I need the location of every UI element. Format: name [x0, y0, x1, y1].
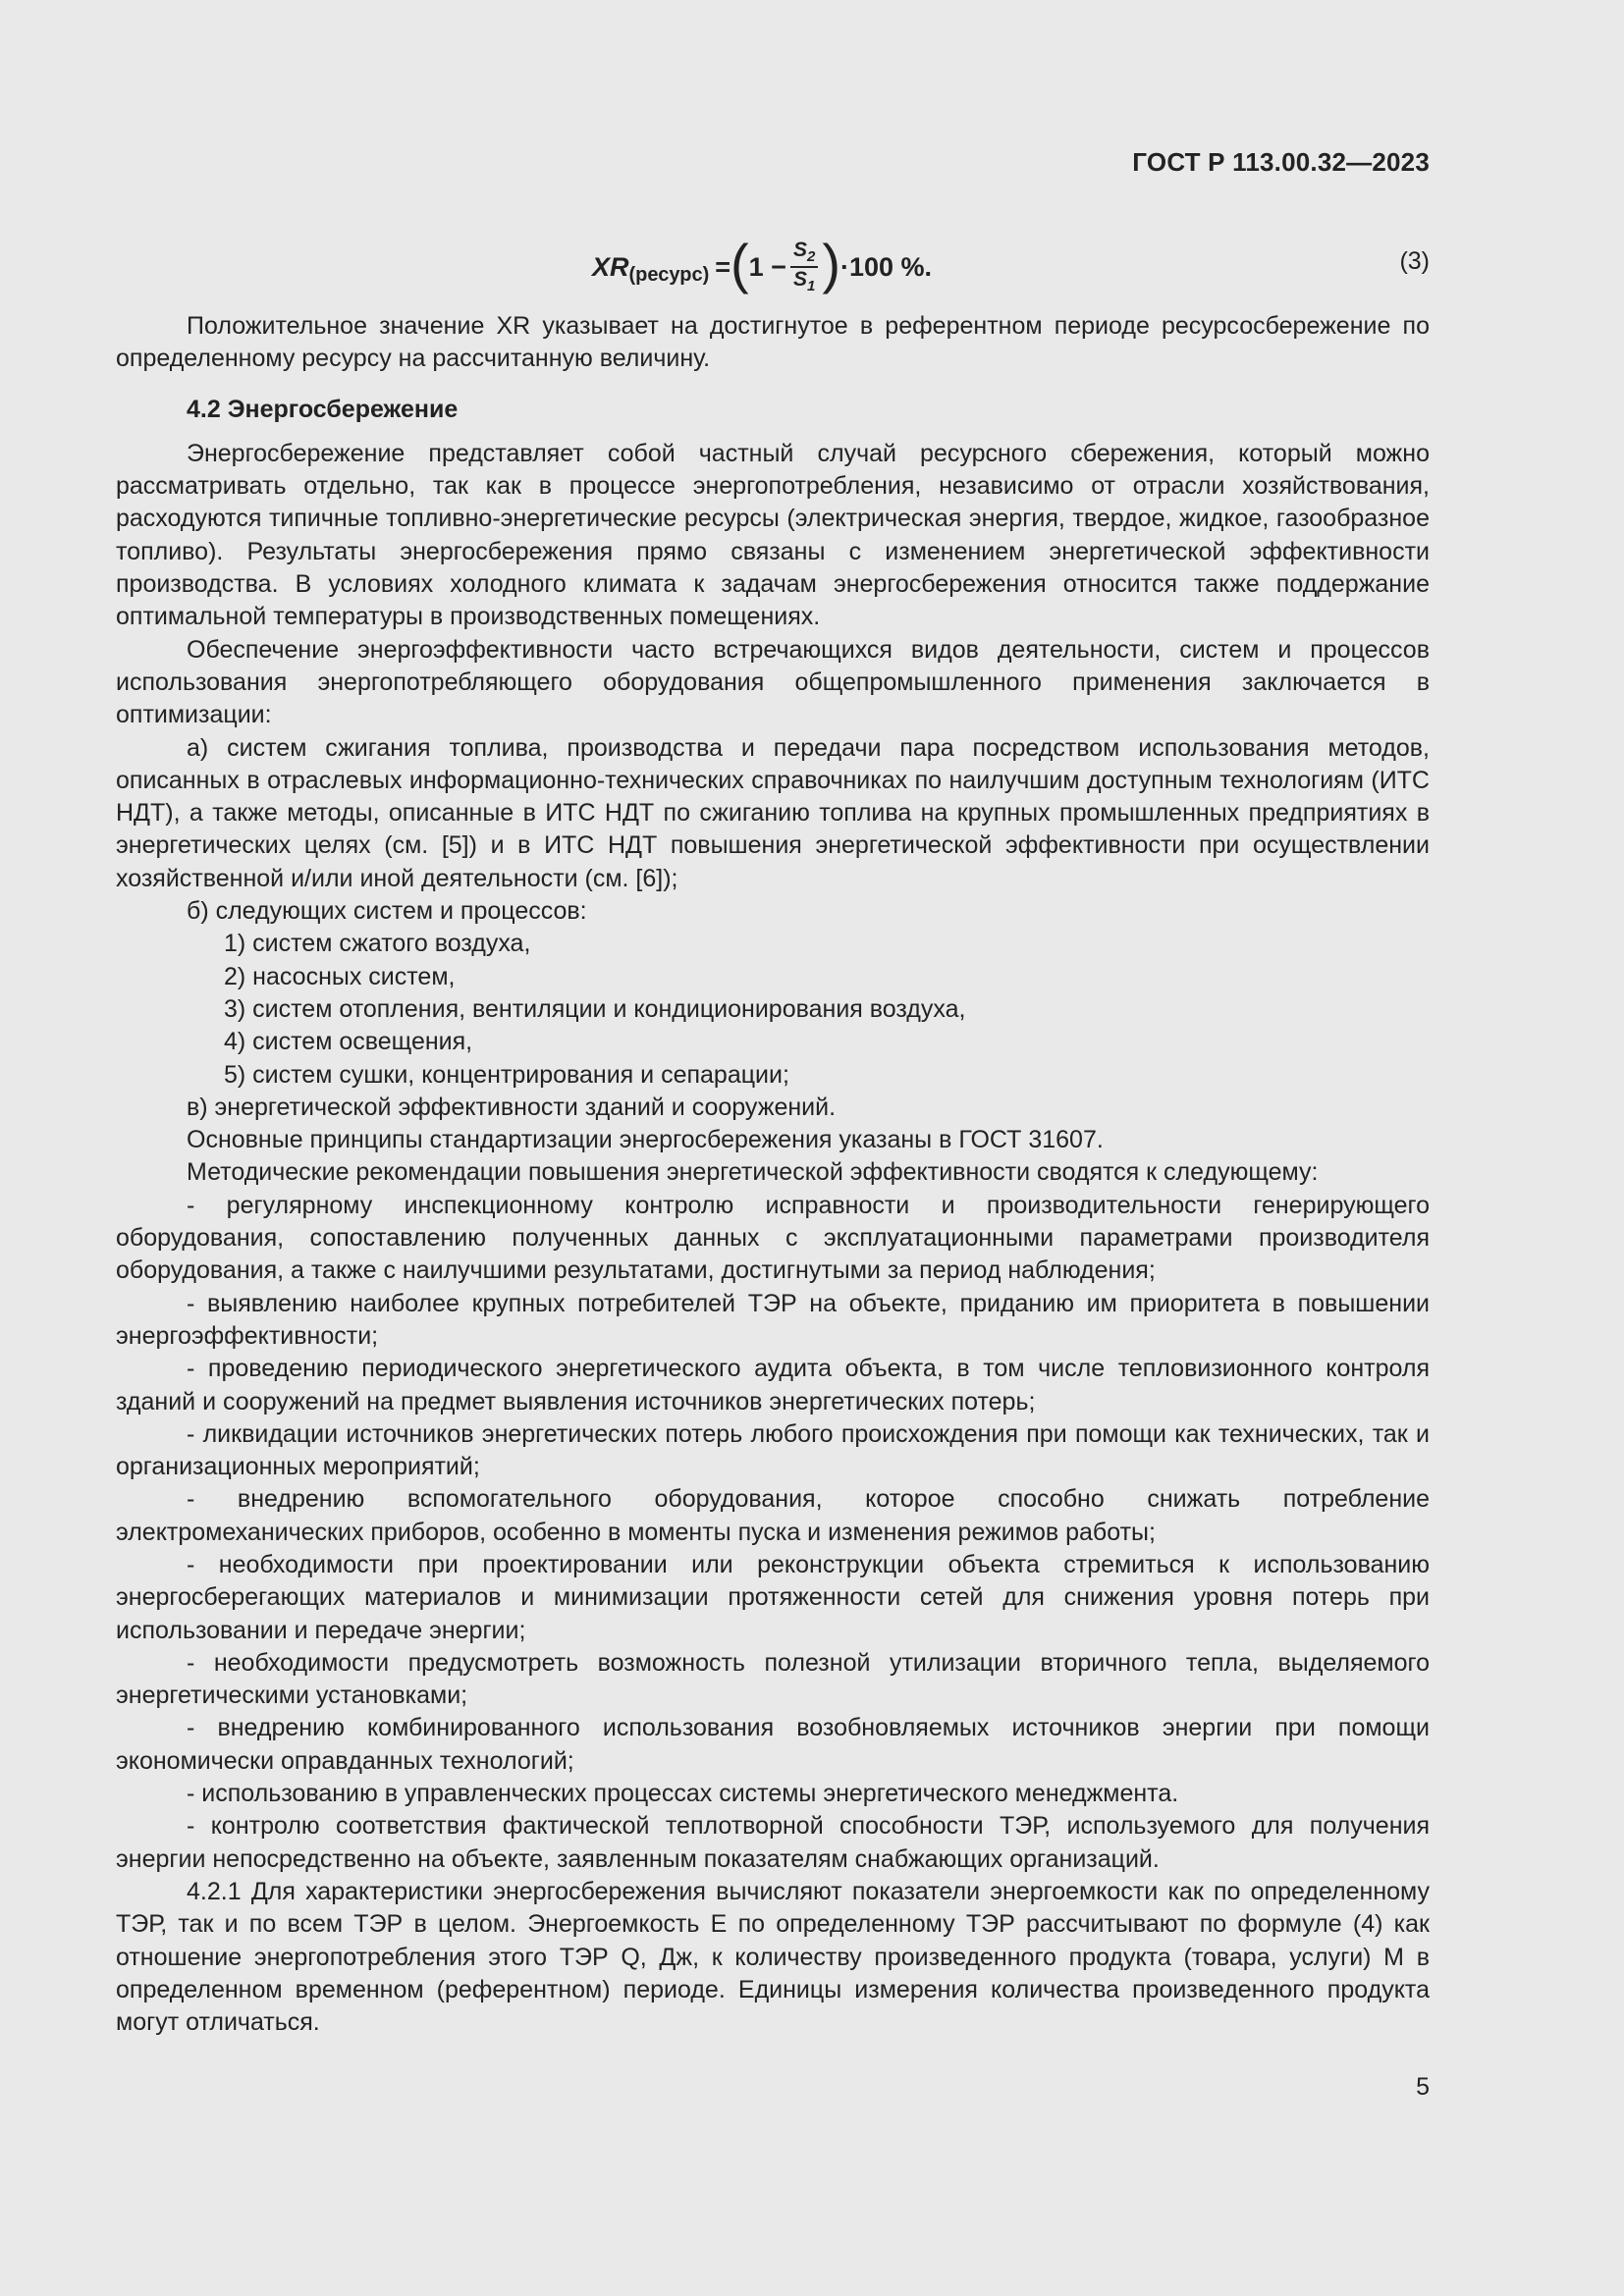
- list-item-b-3: 3) систем отопления, вентиляции и кондиционирования воздуха,: [224, 994, 966, 1023]
- paragraph-energy-saving: Энергосбережение представляет собой частный случай ресурсного сбережения, который можно рассматривать отдельно, так как в процессе энергопотребления, независимо от отрасли хозяйствования, расходуются типичные топливно-энергетические ресурсы (электрическая энергия, твердое, жидкое, газообразное топливо). Результаты энергосбережения прямо связаны с изменением энергетической эффективности производства. В условиях холодного климата к задачам энергосбережения относится также поддержание оптимальной температуры в производственных помещениях.: [116, 439, 1430, 631]
- recommendation-item: - выявлению наиболее крупных потребителей ТЭР на объекте, приданию им приоритета в повышении энергоэффективности;: [116, 1289, 1430, 1350]
- paragraph-efficiency: Обеспечение энергоэффективности часто встречающихся видов деятельности, систем и процессов использования энергопотребляющего оборудования общепромышленного применения заключается в оптимизации:: [116, 635, 1430, 729]
- list-item-b-5: 5) систем сушки, концентрирования и сепарации;: [224, 1060, 789, 1089]
- fraction-denominator: $S_1$: [792, 268, 816, 295]
- formula-equals: =: [715, 251, 731, 282]
- formula-3: [0, 226, 1624, 304]
- recommendation-item: - контролю соответствия фактической теплотворной способности ТЭР, используемого для получения энергии непосредственно на объекте, заявленным показателям снабжающих организаций.: [116, 1812, 1430, 1873]
- page-number: 5: [1416, 2073, 1430, 2101]
- recommendation-item: - внедрению комбинированного использования возобновляемых источников энергии при помощи экономически оправданных технологий;: [116, 1714, 1430, 1775]
- list-item-b: б) следующих систем и процессов:: [187, 897, 587, 926]
- formula-lhs: XR: [592, 251, 629, 282]
- formula-lhs-subscript: (ресурс): [628, 263, 710, 286]
- recommendation-item: - ликвидации источников энергетических потерь любого происхождения при помощи как технических, так и организационных мероприятий;: [116, 1419, 1430, 1481]
- document-body: [116, 310, 1430, 2039]
- recommendation-item: - необходимости предусмотреть возможность полезной утилизации вторичного тепла, выделяемого энергетическими установками;: [116, 1648, 1430, 1710]
- formula-one-minus: 1 −: [748, 251, 786, 282]
- list-item-b-1: 1) систем сжатого воздуха,: [224, 930, 531, 958]
- list-item-b-4: 4) систем освещения,: [224, 1028, 473, 1056]
- list-item-a: а) систем сжигания топлива, производства и передачи пара посредством использования методов, описанных в отраслевых информационно-технических справочниках по наилучшим доступным технологиям (ИТС НДТ), а также методы, описанные в ИТС НДТ по сжиганию топлива на крупных промышленных предприятиях в энергетических целях (см. [5]) и в ИТС НДТ повышения энергетической эффективности при осуществлении хозяйственной и/или иной деятельности (см. [6]);: [116, 733, 1430, 892]
- formula-expression: [592, 233, 933, 295]
- list-item-b-2: 2) насосных систем,: [224, 962, 456, 990]
- list-item-c: в) энергетической эффективности зданий и сооружений.: [187, 1093, 837, 1121]
- formula-tail: ·100 %.: [839, 251, 933, 282]
- open-paren: (: [731, 233, 749, 294]
- section-title: 4.2 Энергосбережение: [187, 395, 459, 423]
- fraction-numerator: $S_2$: [790, 240, 818, 268]
- recommendation-item: - использованию в управленческих процессах системы энергетического менеджмента.: [187, 1780, 1179, 1808]
- recommendation-item: - регулярному инспекционному контролю исправности и производительности генерирующего оборудования, сопоставлению полученных данных с эксплуатационными параметрами производителя оборудования, а также с наилучшими результатами, достигнутыми за период наблюдения;: [116, 1191, 1430, 1285]
- recommendation-item: - проведению периодического энергетического аудита объекта, в том числе тепловизионного контроля зданий и сооружений на предмет выявления источников энергетических потерь;: [116, 1355, 1430, 1415]
- formula-number: (3): [1399, 247, 1430, 275]
- recommendation-item: - необходимости при проектировании или реконструкции объекта стремиться к использованию энергосберегающих материалов и минимизации протяженности сетей для снижения уровня потерь при использовании и передаче энергии;: [116, 1550, 1430, 1644]
- paragraph-recommendations-intro: Методические рекомендации повышения энергетической эффективности сводятся к следующему:: [187, 1158, 1319, 1187]
- formula-fraction: [790, 240, 818, 294]
- paragraph-4-2-1: 4.2.1 Для характеристики энергосбережения вычисляют показатели энергоемкости как по определенному ТЭР, так и по всем ТЭР в целом. Энергоемкость E по определенному ТЭР рассчитывают по формуле (4) как отношение энергопотребления этого ТЭР Q, Дж, к количеству произведенного продукта (товара, услуги) M в определенном временном (референтном) периоде. Единицы измерения количества произведенного продукта могут отличаться.: [116, 1877, 1430, 2037]
- document-id-header: ГОСТ Р 113.00.32—2023: [1132, 147, 1430, 177]
- paragraph-xr-meaning: Положительное значение XR указывает на достигнутое в референтном периоде ресурсосбережение по определенному ресурсу на рассчитанную величину.: [116, 312, 1430, 373]
- recommendation-item: - внедрению вспомогательного оборудования, которое способно снижать потребление электромеханических приборов, особенно в моменты пуска и изменения режимов работы;: [116, 1485, 1430, 1546]
- paragraph-gost-reference: Основные принципы стандартизации энергосбережения указаны в ГОСТ 31607.: [187, 1126, 1104, 1154]
- close-paren: ): [822, 233, 840, 294]
